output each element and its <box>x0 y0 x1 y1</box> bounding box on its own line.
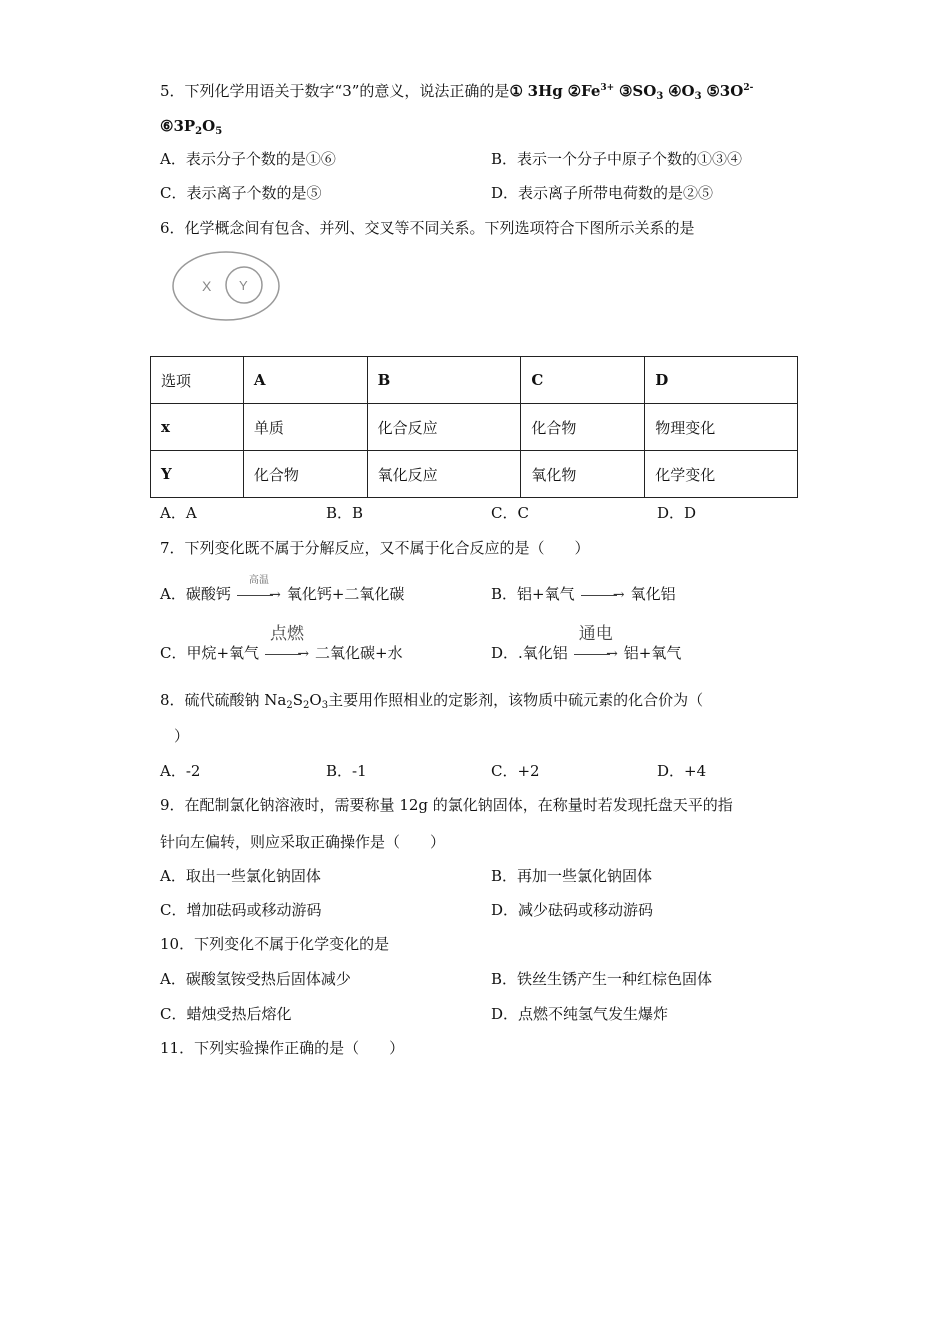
q8-option-a[interactable]: A．-2 <box>160 762 201 780</box>
q5-item5: $⑤3O^{2-}$ <box>706 82 754 100</box>
table-row <box>151 451 798 498</box>
table-cell: 化合物 <box>521 404 645 451</box>
q9-option-c[interactable]: C．增加砝码或移动游码 <box>160 901 322 919</box>
q6-option-a[interactable]: A．A <box>160 504 197 522</box>
q8-option-d[interactable]: D．+4 <box>657 762 707 780</box>
q10-option-a[interactable]: A．碳酸氢铵受热后固体减少 <box>160 970 351 988</box>
q7-option-a[interactable]: A．碳酸钙 高温 → 氧化钙+二氧化碳 <box>160 575 405 603</box>
reaction-arrow: 点燃 → <box>265 644 309 664</box>
q8-stem-close: ） <box>174 727 190 745</box>
table-cell: 选项 <box>151 357 244 404</box>
table-header-row <box>151 357 798 404</box>
reaction-arrow: 通电 → <box>574 644 618 664</box>
q10-option-b[interactable]: B．铁丝生锈产生一种红棕色固体 <box>491 970 713 988</box>
table-cell: 化合物 <box>243 451 367 498</box>
q6-option-b[interactable]: B．B <box>326 504 364 522</box>
table-cell: 化合反应 <box>367 404 521 451</box>
q5-item4: $④O_3$ <box>668 82 702 102</box>
label-y: Y <box>239 278 248 293</box>
q6-options-table <box>150 356 798 498</box>
table-cell: A <box>243 357 367 404</box>
q6-stem: 6．化学概念间有包含、并列、交叉等不同关系。下列选项符合下图所示关系的是 <box>160 219 695 237</box>
table-cell: 氧化物 <box>521 451 645 498</box>
reaction-arrow: → <box>581 585 625 605</box>
table-row <box>151 404 798 451</box>
q5-item2: $②Fe^{3+}$ <box>567 82 615 100</box>
table-cell: B <box>367 357 521 404</box>
table-cell: 单质 <box>243 404 367 451</box>
reaction-arrow: 高温 → <box>237 585 281 605</box>
q5-item6: $⑥3P_2O_5$ <box>160 117 223 137</box>
table-cell: Y <box>151 451 244 498</box>
table-cell: D <box>645 357 798 404</box>
q7-option-d[interactable]: D．.氧化铝 通电 → 铝+氧气 <box>491 624 682 662</box>
q9-stem-cont: 针向左偏转，则应采取正确操作是（ ） <box>160 833 446 851</box>
q7-stem: 7．下列变化既不属于分解反应，又不属于化合反应的是（ ） <box>160 539 590 557</box>
q5-option-b[interactable]: B．表示一个分子中原子个数的①③④ <box>491 150 743 168</box>
q8-option-c[interactable]: C．+2 <box>491 762 540 780</box>
q5-option-d[interactable]: D．表示离子所带电荷数的是②⑤ <box>491 184 714 202</box>
q5-option-c[interactable]: C．表示离子个数的是⑤ <box>160 184 322 202</box>
q6-option-d[interactable]: D．D <box>657 504 697 522</box>
table-cell: 氧化反应 <box>367 451 521 498</box>
label-x: X <box>202 278 212 294</box>
q7-option-c[interactable]: C．甲烷+氧气 点燃 → 二氧化碳+水 <box>160 624 403 662</box>
q8-stem: 8．硫代硫酸钠 $Na_2S_2O_3$主要用作照相业的定影剂，该物质中硫元素的化合价为（ <box>160 691 704 711</box>
q9-option-b[interactable]: B．再加一些氯化钠固体 <box>491 867 653 885</box>
q5-stem-text: 5．下列化学用语关于数字“3”的意义，说法正确的是 <box>160 82 510 100</box>
q5-option-a[interactable]: A．表示分子个数的是①⑥ <box>160 150 336 168</box>
q9-option-a[interactable]: A．取出一些氯化钠固体 <box>160 867 321 885</box>
q11-stem: 11．下列实验操作正确的是（ ） <box>160 1039 405 1057</box>
table-cell: x <box>151 404 244 451</box>
table-cell: 物理变化 <box>645 404 798 451</box>
q10-option-d[interactable]: D．点燃不纯氢气发生爆炸 <box>491 1005 669 1023</box>
q7-option-b[interactable]: B．铝+氧气 → 氧化铝 <box>491 585 676 603</box>
q5-item3: $③SO_3$ <box>618 82 664 102</box>
q8-option-b[interactable]: B．-1 <box>326 762 367 780</box>
q9-stem: 9．在配制氯化钠溶液时，需要称量 12g 的氯化钠固体，在称量时若发现托盘天平的指 <box>160 796 733 814</box>
q5-item1: 3Hg <box>527 82 563 100</box>
q5-item1-mark: ① <box>509 82 523 100</box>
q10-stem: 10．下列变化不属于化学变化的是 <box>160 935 390 953</box>
q5-stem <box>160 78 753 107</box>
table-cell: C <box>521 357 645 404</box>
q6-option-c[interactable]: C．C <box>491 504 529 522</box>
q10-option-c[interactable]: C．蜡烛受热后熔化 <box>160 1005 292 1023</box>
q9-option-d[interactable]: D．减少砝码或移动游码 <box>491 901 654 919</box>
venn-diagram <box>170 250 290 330</box>
table-cell: 化学变化 <box>645 451 798 498</box>
